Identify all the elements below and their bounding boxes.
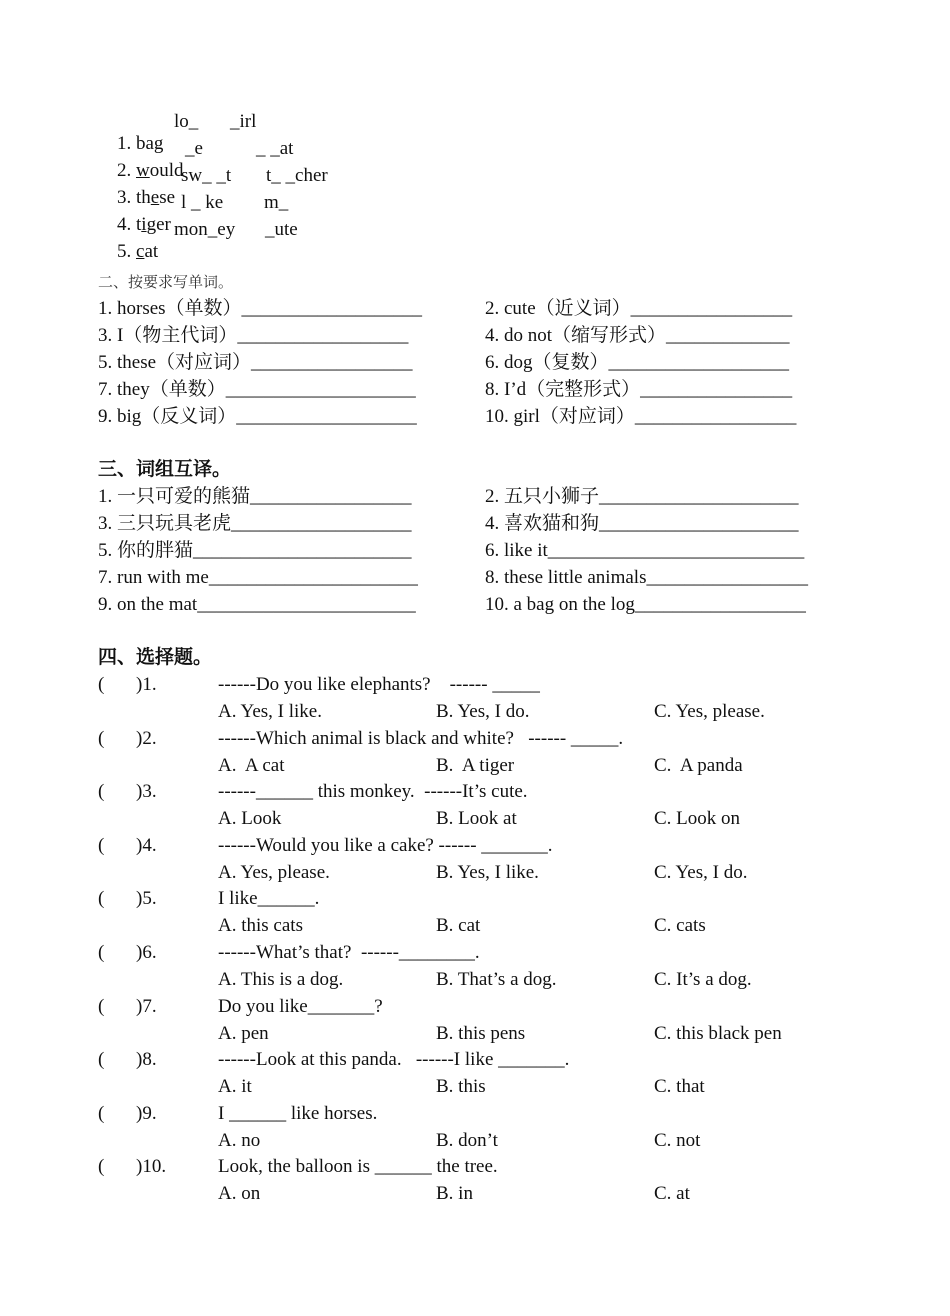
- option-c[interactable]: C. at: [654, 1183, 690, 1204]
- phonics-row-1: 1. bag: [117, 133, 164, 154]
- option-b[interactable]: B. in: [436, 1183, 473, 1204]
- question-number: )4.: [136, 835, 157, 856]
- option-b[interactable]: B. Yes, I like.: [436, 862, 539, 883]
- phrase-item: 7. run with me______________________: [98, 567, 418, 588]
- word-item: 4. do not（缩写形式）_____________: [485, 325, 790, 346]
- word-item: 5. these（对应词）_________________: [98, 352, 413, 373]
- option-c[interactable]: C. A panda: [654, 755, 743, 776]
- section-title: 三、词组互译。: [98, 459, 232, 480]
- phonics-row-3: 3. these: [117, 187, 176, 208]
- option-a[interactable]: A. it: [218, 1076, 252, 1097]
- answer-paren[interactable]: (: [98, 1103, 105, 1124]
- option-a[interactable]: A. Yes, please.: [218, 862, 330, 883]
- option-c[interactable]: C. Yes, I do.: [654, 862, 748, 883]
- option-b[interactable]: B. don’t: [436, 1130, 498, 1151]
- question-text: I like______.: [218, 888, 320, 909]
- question-text: ------______ this monkey. ------It’s cute.: [218, 781, 528, 802]
- question-text: ------Which animal is black and white? ------ _____.: [218, 728, 624, 749]
- phonics-blank-a: l _ ke: [181, 192, 224, 213]
- answer-paren[interactable]: (: [98, 942, 105, 963]
- option-b[interactable]: B. That’s a dog.: [436, 969, 557, 990]
- phonics-blank-b: t_ _cher: [266, 165, 328, 186]
- option-a[interactable]: A. this cats: [218, 915, 303, 936]
- section-title: 四、选择题。: [98, 647, 213, 668]
- question-text: ------Do you like elephants? ------ _____: [218, 674, 540, 695]
- option-c[interactable]: C. not: [654, 1130, 701, 1151]
- option-a[interactable]: A. This is a dog.: [218, 969, 344, 990]
- word-item: 8. I’d（完整形式）________________: [485, 379, 793, 400]
- option-c[interactable]: C. cats: [654, 915, 706, 936]
- question-number: )10.: [136, 1156, 167, 1177]
- question-number: )2.: [136, 728, 157, 749]
- phonics-blank-b: _ute: [265, 219, 298, 240]
- option-a[interactable]: A. no: [218, 1130, 261, 1151]
- question-number: )5.: [136, 888, 157, 909]
- question-number: )3.: [136, 781, 157, 802]
- option-b[interactable]: B. this: [436, 1076, 486, 1097]
- option-a[interactable]: A. Yes, I like.: [218, 701, 322, 722]
- question-number: )1.: [136, 674, 157, 695]
- question-number: )8.: [136, 1049, 157, 1070]
- phrase-item: 6. like it___________________________: [485, 540, 805, 561]
- phonics-row-2: 2. would: [117, 160, 184, 181]
- phrase-item: 3. 三只玩具老虎___________________: [98, 513, 412, 534]
- option-b[interactable]: B. cat: [436, 915, 481, 936]
- phrase-item: 10. a bag on the log__________________: [485, 594, 806, 615]
- phonics-blank-b: _ _at: [256, 138, 294, 159]
- question-text: ------What’s that? ------________.: [218, 942, 480, 963]
- question-text: Do you like_______?: [218, 996, 383, 1017]
- word-item: 6. dog（复数）___________________: [485, 352, 790, 373]
- phonics-blank-b: m_: [264, 192, 289, 213]
- phonics-row-4: 4. tiger: [117, 214, 171, 235]
- question-number: )7.: [136, 996, 157, 1017]
- phrase-item: 8. these little animals_________________: [485, 567, 808, 588]
- word-item: 10. girl（对应词）_________________: [485, 406, 797, 427]
- question-text: Look, the balloon is ______ the tree.: [218, 1156, 498, 1177]
- option-a[interactable]: A. pen: [218, 1023, 269, 1044]
- word-item: 7. they（单数）____________________: [98, 379, 416, 400]
- option-c[interactable]: C. Yes, please.: [654, 701, 765, 722]
- phonics-blank-a: sw_ _t: [181, 165, 232, 186]
- option-a[interactable]: A. Look: [218, 808, 282, 829]
- phrase-item: 2. 五只小狮子_____________________: [485, 486, 799, 507]
- option-c[interactable]: C. It’s a dog.: [654, 969, 752, 990]
- phonics-blank-a: mon_ey: [174, 219, 236, 240]
- word-item: 2. cute（近义词）_________________: [485, 298, 793, 319]
- option-b[interactable]: B. A tiger: [436, 755, 515, 776]
- question-text: ------Look at this panda. ------I like _______.: [218, 1049, 570, 1070]
- option-c[interactable]: C. Look on: [654, 808, 741, 829]
- option-c[interactable]: C. this black pen: [654, 1023, 782, 1044]
- answer-paren[interactable]: (: [98, 1049, 105, 1070]
- option-a[interactable]: A. A cat: [218, 755, 285, 776]
- word-item: 1. horses（单数）___________________: [98, 298, 423, 319]
- phonics-blank-b: _irl: [230, 111, 257, 132]
- word-item: 9. big（反义词）___________________: [98, 406, 417, 427]
- question-number: )6.: [136, 942, 157, 963]
- phrase-item: 1. 一只可爱的熊猫_________________: [98, 486, 412, 507]
- answer-paren[interactable]: (: [98, 781, 105, 802]
- answer-paren[interactable]: (: [98, 674, 105, 695]
- answer-paren[interactable]: (: [98, 835, 105, 856]
- answer-paren[interactable]: (: [98, 996, 105, 1017]
- word-item: 3. I（物主代词）__________________: [98, 325, 409, 346]
- option-a[interactable]: A. on: [218, 1183, 261, 1204]
- answer-paren[interactable]: (: [98, 728, 105, 749]
- option-b[interactable]: B. Look at: [436, 808, 517, 829]
- option-b[interactable]: B. this pens: [436, 1023, 526, 1044]
- phrase-item: 5. 你的胖猫_______________________: [98, 540, 412, 561]
- question-text: I ______ like horses.: [218, 1103, 378, 1124]
- section-title: 二、按要求写单词。: [98, 275, 234, 291]
- answer-paren[interactable]: (: [98, 888, 105, 909]
- phonics-blank-a: _e: [185, 138, 203, 159]
- option-b[interactable]: B. Yes, I do.: [436, 701, 530, 722]
- question-text: ------Would you like a cake? ------ _______.: [218, 835, 553, 856]
- phonics-row-5: 5. cat: [117, 241, 159, 262]
- phrase-item: 4. 喜欢猫和狗_____________________: [485, 513, 799, 534]
- phrase-item: 9. on the mat_______________________: [98, 594, 416, 615]
- phonics-blank-a: lo_: [174, 111, 199, 132]
- option-c[interactable]: C. that: [654, 1076, 705, 1097]
- question-number: )9.: [136, 1103, 157, 1124]
- answer-paren[interactable]: (: [98, 1156, 105, 1177]
